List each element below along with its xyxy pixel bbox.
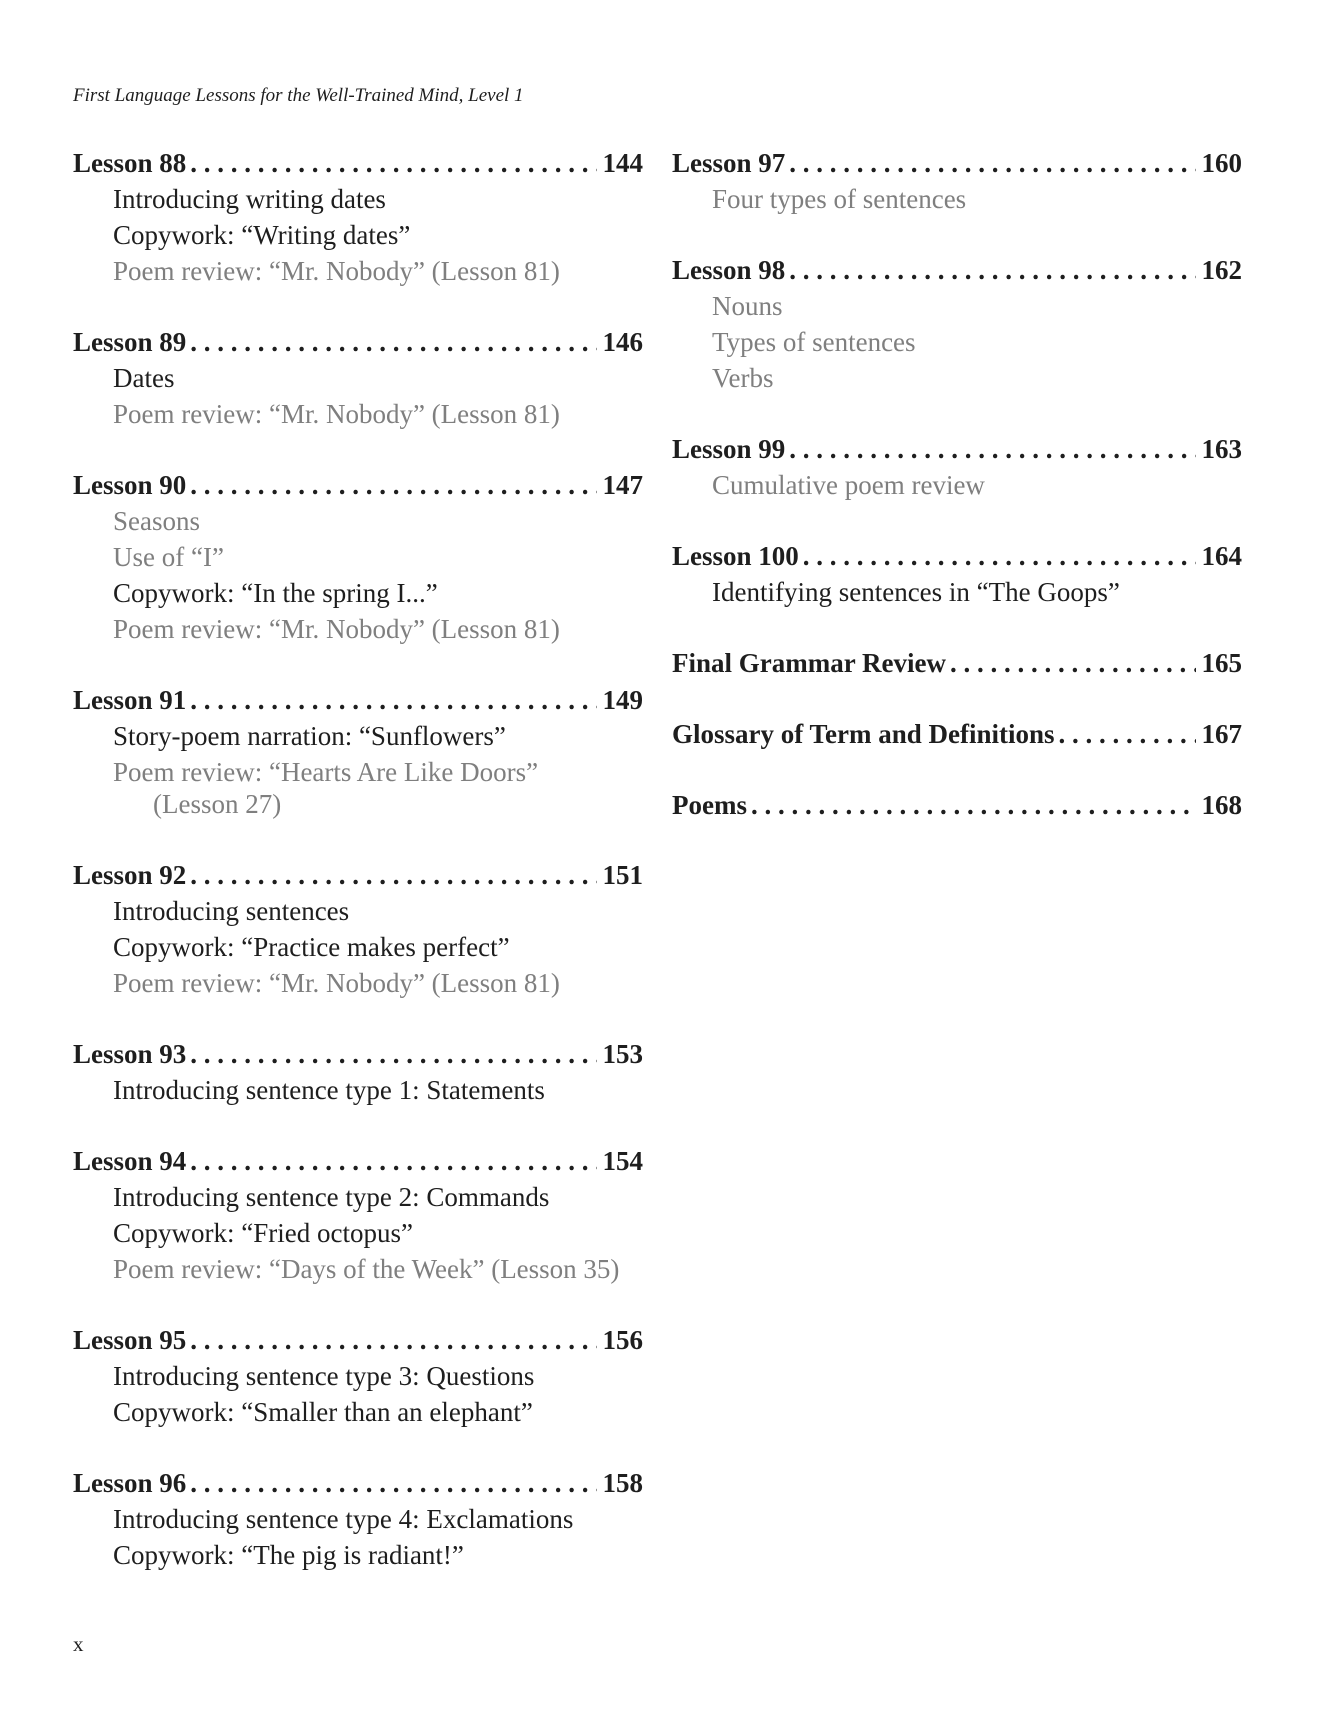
dot-leader [190, 324, 596, 360]
toc-entry-title: Lesson 89 [73, 327, 187, 357]
toc-entry [73, 1465, 643, 1573]
dot-leader [190, 145, 596, 181]
toc-subitem-review: Seasons [113, 506, 200, 536]
toc-entry-page-number: 151 [602, 860, 643, 890]
toc-entry-heading[interactable] [672, 716, 1242, 752]
toc-entry-page-number: 162 [1201, 255, 1242, 285]
toc-entry-title: Lesson 96 [73, 1468, 187, 1498]
toc-subitem: Copywork: “In the spring I...” [113, 578, 438, 608]
toc-entry-title: Lesson 88 [73, 148, 187, 178]
toc-entry-heading[interactable] [73, 1465, 643, 1501]
toc-entry-title: Lesson 95 [73, 1325, 187, 1355]
toc-entry-title: Final Grammar Review [672, 648, 946, 678]
dot-leader [950, 645, 1196, 681]
toc-entry-heading[interactable] [73, 682, 643, 718]
toc-entry-page-number: 156 [602, 1325, 643, 1355]
toc-entry [73, 324, 643, 432]
toc-entry-heading[interactable] [73, 1036, 643, 1072]
toc-entry [73, 145, 643, 289]
toc-subitem: Dates [113, 363, 175, 393]
toc-subitem: Copywork: “Fried octopus” [113, 1218, 413, 1248]
toc-entry [73, 1036, 643, 1108]
toc-subitem-review: (Lesson 27) [153, 789, 282, 819]
toc-left-column [73, 145, 643, 1608]
toc-entry-title: Glossary of Term and Definitions [672, 719, 1055, 749]
toc-entry-page-number: 167 [1201, 719, 1242, 749]
toc-entry [672, 538, 1242, 610]
running-head: First Language Lessons for the Well-Trained Mind, Level 1 [73, 85, 524, 106]
toc-subitem: Introducing sentence type 4: Exclamations [113, 1504, 574, 1534]
toc-entry [672, 645, 1242, 681]
toc-subitem-review: Types of sentences [712, 327, 916, 357]
dot-leader [190, 467, 596, 503]
toc-subitem-review: Poem review: “Mr. Nobody” (Lesson 81) [113, 399, 560, 429]
toc-subitem-review: Nouns [712, 291, 783, 321]
toc-subitem-review: Four types of sentences [712, 184, 967, 214]
toc-subitem: Identifying sentences in “The Goops” [712, 577, 1120, 607]
toc-entry-heading[interactable] [73, 324, 643, 360]
dot-leader [190, 1322, 596, 1358]
toc-entry-heading[interactable] [672, 645, 1242, 681]
toc-entry [73, 857, 643, 1001]
dot-leader [190, 1036, 596, 1072]
dot-leader [190, 1465, 596, 1501]
toc-entry-page-number: 154 [602, 1146, 643, 1176]
dot-leader [190, 682, 596, 718]
toc-subitem: Story-poem narration: “Sunflowers” [113, 721, 506, 751]
toc-entry-page-number: 164 [1201, 541, 1242, 571]
toc-entry-title: Poems [672, 790, 747, 820]
toc-entry [672, 145, 1242, 217]
toc-entry-title: Lesson 98 [672, 255, 786, 285]
toc-entry-heading[interactable] [73, 145, 643, 181]
toc-subitem-review: Poem review: “Mr. Nobody” (Lesson 81) [113, 968, 560, 998]
toc-entry-page-number: 149 [602, 685, 643, 715]
toc-entry-title: Lesson 99 [672, 434, 786, 464]
dot-leader [1059, 716, 1196, 752]
toc-entry-page-number: 153 [602, 1039, 643, 1069]
toc-entry-heading[interactable] [73, 467, 643, 503]
toc-entry-heading[interactable] [73, 857, 643, 893]
toc-entry-title: Lesson 93 [73, 1039, 187, 1069]
toc-entry-title: Lesson 94 [73, 1146, 187, 1176]
toc-entry-title: Lesson 100 [672, 541, 799, 571]
toc-entry-title: Lesson 97 [672, 148, 786, 178]
toc-subitem: Copywork: “Smaller than an elephant” [113, 1397, 533, 1427]
toc-subitem: Introducing sentences [113, 896, 350, 926]
toc-entry-heading[interactable] [672, 145, 1242, 181]
dot-leader [190, 1143, 596, 1179]
toc-entry-page-number: 158 [602, 1468, 643, 1498]
toc-subitem-review: Verbs [712, 363, 774, 393]
toc-entry-page-number: 163 [1201, 434, 1242, 464]
page-folio: x [73, 1632, 84, 1656]
dot-leader [789, 431, 1195, 467]
toc-entry-heading[interactable] [672, 787, 1242, 823]
toc-entry-page-number: 146 [602, 327, 643, 357]
toc-right-column [672, 145, 1242, 858]
toc-entry [73, 467, 643, 647]
toc-subitem: Copywork: “Writing dates” [113, 220, 411, 250]
dot-leader [751, 787, 1196, 823]
toc-subitem: Introducing sentence type 1: Statements [113, 1075, 545, 1105]
toc-subitem-review: Poem review: “Mr. Nobody” (Lesson 81) [113, 256, 560, 286]
toc-subitem-review: Poem review: “Mr. Nobody” (Lesson 81) [113, 614, 560, 644]
toc-entry-page-number: 168 [1201, 790, 1242, 820]
toc-entry-heading[interactable] [73, 1143, 643, 1179]
toc-entry-title: Lesson 92 [73, 860, 187, 890]
dot-leader [789, 252, 1195, 288]
toc-entry-heading[interactable] [672, 252, 1242, 288]
toc-entry-page-number: 144 [602, 148, 643, 178]
toc-entry [672, 431, 1242, 503]
toc-entry [672, 716, 1242, 752]
dot-leader [803, 538, 1196, 574]
toc-entry [73, 1322, 643, 1430]
dot-leader [789, 145, 1195, 181]
toc-entry [73, 682, 643, 822]
toc-subitem: Introducing writing dates [113, 184, 386, 214]
toc-entry [672, 787, 1242, 823]
toc-entry [672, 252, 1242, 396]
toc-entry-page-number: 165 [1201, 648, 1242, 678]
toc-subitem-review: Cumulative poem review [712, 470, 985, 500]
toc-subitem-review: Poem review: “Hearts Are Like Doors” [113, 757, 539, 787]
toc-entry-title: Lesson 90 [73, 470, 187, 500]
toc-subitem-review: Poem review: “Days of the Week” (Lesson 35) [113, 1254, 620, 1284]
toc-entry-heading[interactable] [672, 431, 1242, 467]
toc-subitem: Copywork: “Practice makes perfect” [113, 932, 510, 962]
dot-leader [190, 857, 596, 893]
toc-subitem: Introducing sentence type 2: Commands [113, 1182, 550, 1212]
toc-subitem: Introducing sentence type 3: Questions [113, 1361, 535, 1391]
toc-entry-page-number: 160 [1201, 148, 1242, 178]
toc-subitem: Copywork: “The pig is radiant!” [113, 1540, 464, 1570]
toc-entry [73, 1143, 643, 1287]
toc-entry-heading[interactable] [672, 538, 1242, 574]
toc-entry-title: Lesson 91 [73, 685, 187, 715]
toc-entry-page-number: 147 [602, 470, 643, 500]
toc-subitem-review: Use of “I” [113, 542, 224, 572]
toc-entry-heading[interactable] [73, 1322, 643, 1358]
